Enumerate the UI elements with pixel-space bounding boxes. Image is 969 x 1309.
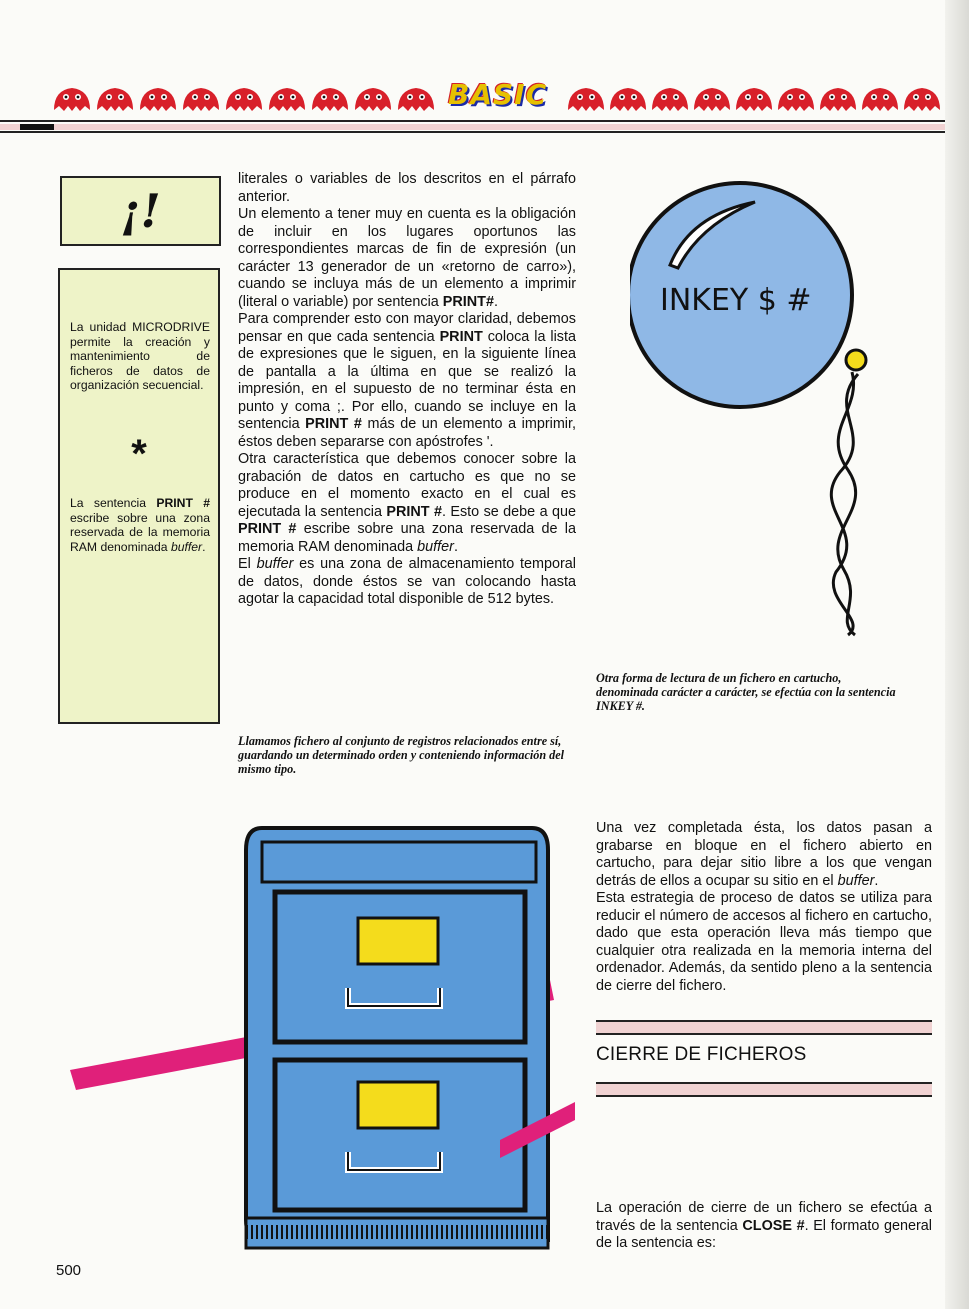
section-rule-bottom bbox=[596, 1082, 932, 1097]
drawer-top bbox=[275, 892, 525, 1042]
basic-logo: BASIC bbox=[448, 78, 548, 111]
asterisk-separator: * bbox=[131, 432, 147, 476]
page-number: 500 bbox=[56, 1262, 82, 1279]
header-rule bbox=[0, 131, 969, 133]
drawer-label bbox=[358, 918, 438, 964]
exclamation-mark: ¡! bbox=[120, 184, 161, 238]
section-title: CIERRE DE FICHEROS bbox=[596, 1044, 807, 1065]
exclamation-box bbox=[60, 176, 221, 246]
balloon-illustration bbox=[630, 180, 880, 640]
balloon-label: INKEY $ # bbox=[660, 283, 812, 318]
section-rule-top bbox=[596, 1020, 932, 1035]
sidebar-note-2: La sentencia PRINT # escribe sobre una zona reservada de la memoria RAM denominada buffer. bbox=[70, 496, 210, 554]
balloon-caption: Otra forma de lectura de un fichero en cartucho, denominada carácter a carácter, se efectúa con la sentencia INKEY #. bbox=[596, 671, 896, 713]
balloon-knot bbox=[846, 350, 866, 370]
page-edge-shadow bbox=[945, 0, 969, 1309]
paragraph: El buffer es una zona de almacenamiento temporal de datos, donde éstos se van colocando hasta agotar la capacidad total disponible de 512 bytes. bbox=[238, 556, 576, 607]
sidebar-note-box bbox=[58, 268, 220, 724]
paragraph: Para comprender esto con mayor claridad, debemos pensar en que cada sentencia PRINT coloca la lista de expresiones que le siguen, en la siguiente línea de pantalla a la última en que se realizó la impresión, en el supuesto de no terminar ésta en punto y coma ;. Por ello, cuando se incluye en la sentencia PRINT # más de un elemento a imprimir, éstos deben separarse con apóstrofes '. bbox=[238, 311, 576, 450]
creature-border-right bbox=[566, 80, 942, 114]
drawer-label bbox=[358, 1082, 438, 1128]
cabinet-caption: Llamamos fichero al conjunto de registros relacionados entre sí, guardando un determinado orden y conteniendo información del mismo tipo. bbox=[238, 734, 565, 776]
sidebar-note-1: La unidad MICRODRIVE permite la creación y mantenimiento de ficheros de datos de organización secuencial. bbox=[70, 320, 210, 393]
body-column-2 bbox=[596, 820, 932, 995]
header-rule-band bbox=[0, 124, 969, 130]
filing-cabinet-illustration bbox=[70, 820, 580, 1260]
body-column-3 bbox=[596, 1200, 932, 1253]
header-rule bbox=[0, 120, 969, 122]
paragraph: Una vez completada ésta, los datos pasan a grabarse en bloque en el fichero abierto en cartucho, para dejar sitio libre a los que vengan detrás de ellos a ocupar su sitio en el buffer. bbox=[596, 820, 932, 889]
paragraph: La operación de cierre de un fichero se efectúa a través de la sentencia CLOSE #. El formato general de la sentencia es: bbox=[596, 1200, 932, 1251]
paragraph: Esta estrategia de proceso de datos se utiliza para reducir el número de accesos al fichero en cartucho, dado que esta operación lleva más tiempo que cualquier otra realizada en la memoria interna del ordenador. Además, da sentido pleno a la sentencia de cierre del fichero. bbox=[596, 890, 932, 994]
creature-border-left bbox=[52, 80, 442, 114]
body-column-1 bbox=[238, 171, 576, 609]
paragraph: Un elemento a tener muy en cuenta es la obligación de incluir en los lugares oportunos las correspondientes marcas de fin de expresión (un carácter 13 generador de un «retorno de carro»), cuando se incluya más de un elemento a imprimir (literal o variable) por sentencia PRINT#. bbox=[238, 206, 576, 310]
paragraph: Otra característica que debemos conocer sobre la grabación de datos en cartucho es que no se produce en el momento exacto en el cual es ejecutada la sentencia PRINT #. Esto se debe a que PRINT # escribe sobre una zona reservada de la memoria RAM denominada buffer. bbox=[238, 451, 576, 555]
header-tick bbox=[20, 124, 54, 130]
paragraph: literales o variables de los descritos en el párrafo anterior. bbox=[238, 171, 576, 205]
